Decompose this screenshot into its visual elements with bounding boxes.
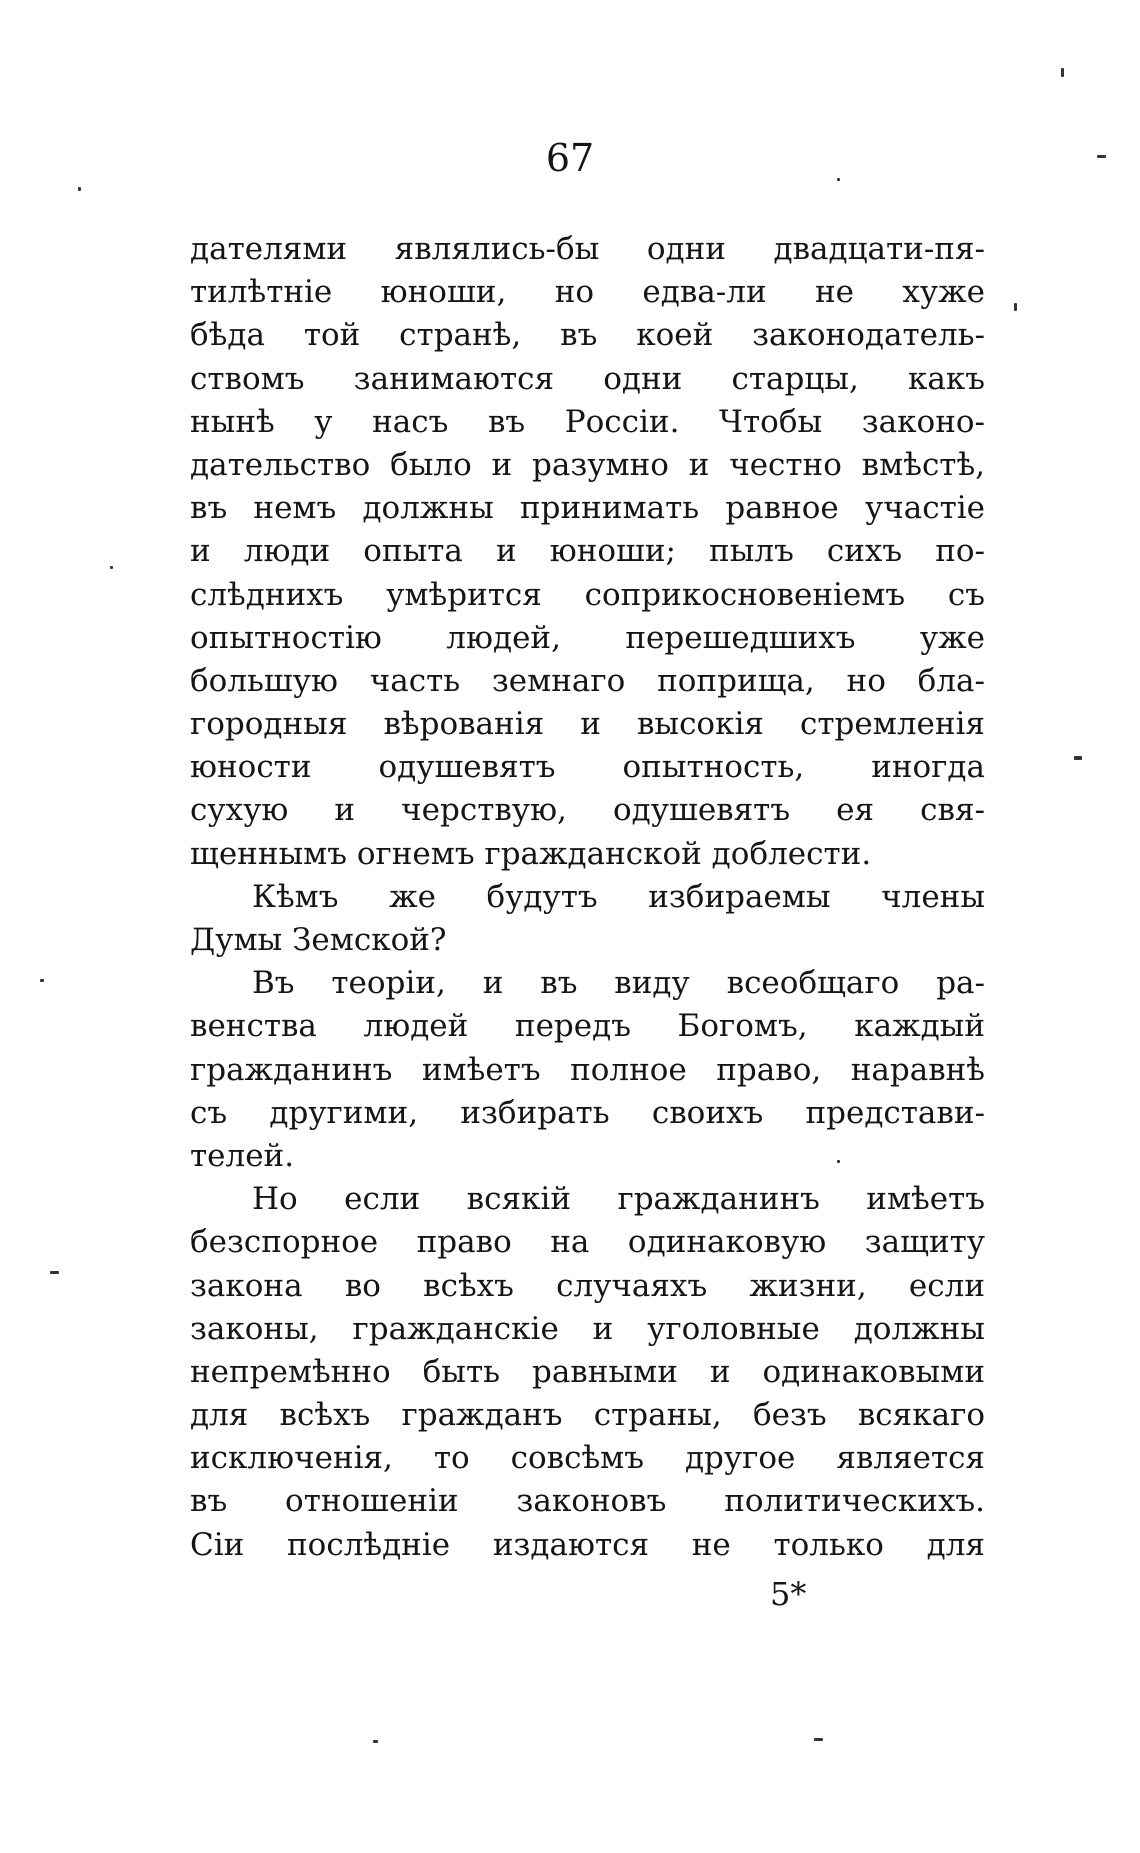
scan-speck [110,566,113,569]
text-line: слѣднихъ умѣрится соприкосновеніемъ съ [190,576,985,613]
scan-speck [814,1738,823,1741]
scan-speck [837,1160,840,1163]
text-line: городныя вѣрованія и высокія стремленія [190,706,985,743]
text-line: большую часть земнаго поприща, но бла- [190,662,985,699]
text-line: непремѣнно быть равными и одинаковыми [190,1353,985,1390]
text-line: и люди опыта и юноши; пылъ сихъ по- [190,533,985,570]
paragraph-start-line: Въ теоріи, и въ виду всеобщаго ра- [252,965,985,1002]
scan-speck [1097,155,1106,158]
paragraph-end-line: щеннымъ огнемъ гражданской доблести. [190,835,872,872]
text-line: исключенія, то совсѣмъ другое является [190,1440,985,1477]
paragraph-end-line: Думы Земской? [190,922,447,958]
paragraph-start-line: Кѣмъ же будутъ избираемы члены [252,878,985,915]
body-text [190,228,985,1567]
scan-speck [1061,68,1064,77]
text-line: въ отношеніи законовъ политическихъ. [190,1483,985,1520]
text-line: ствомъ занимаются одни старцы, какъ [190,360,985,397]
text-line: для всѣхъ гражданъ страны, безъ всякаго [190,1397,985,1434]
text-line: нынѣ у насъ въ Россіи. Чтобы законо- [190,403,985,440]
printer-signature-mark: 5* [770,1575,807,1613]
scan-speck [1014,303,1017,311]
text-line: Сіи послѣдніе издаются не только для [190,1526,985,1563]
scan-speck [50,1271,59,1274]
text-line: закона во всѣхъ случаяхъ жизни, если [190,1267,985,1304]
text-line: въ немъ должны принимать равное участіе [190,490,985,527]
text-line: юности одушевятъ опытность, иногда [190,749,985,786]
page-number: 67 [545,136,595,180]
text-line: гражданинъ имѣетъ полное право, наравнѣ [190,1051,985,1088]
text-line: тилѣтніе юноши, но едва-ли не хуже [190,274,985,311]
scan-speck [78,187,81,191]
text-line: сухую и черствую, одушевятъ ея свя- [190,792,985,829]
text-line: бѣда той странѣ, въ коей законодатель- [190,317,985,354]
scan-speck [373,1740,378,1743]
scan-speck [1074,756,1082,760]
paragraph-end-line: телей. [190,1137,295,1174]
text-line: законы, гражданскіе и уголовные должны [190,1310,985,1347]
text-line: безспорное право на одинаковую защиту [190,1224,985,1261]
scan-speck [837,178,840,181]
text-line: дателями являлись-бы одни двадцати-пя- [190,231,985,267]
paragraph-start-line: Но если всякій гражданинъ имѣетъ [252,1181,985,1218]
scan-speck [40,979,44,982]
text-line: венства людей передъ Богомъ, каждый [190,1008,985,1045]
text-line: дательство было и разумно и честно вмѣстѣ, [190,446,985,483]
text-line: опытностію людей, перешедшихъ уже [190,619,985,656]
text-line: съ другими, избирать своихъ представи- [190,1094,985,1131]
